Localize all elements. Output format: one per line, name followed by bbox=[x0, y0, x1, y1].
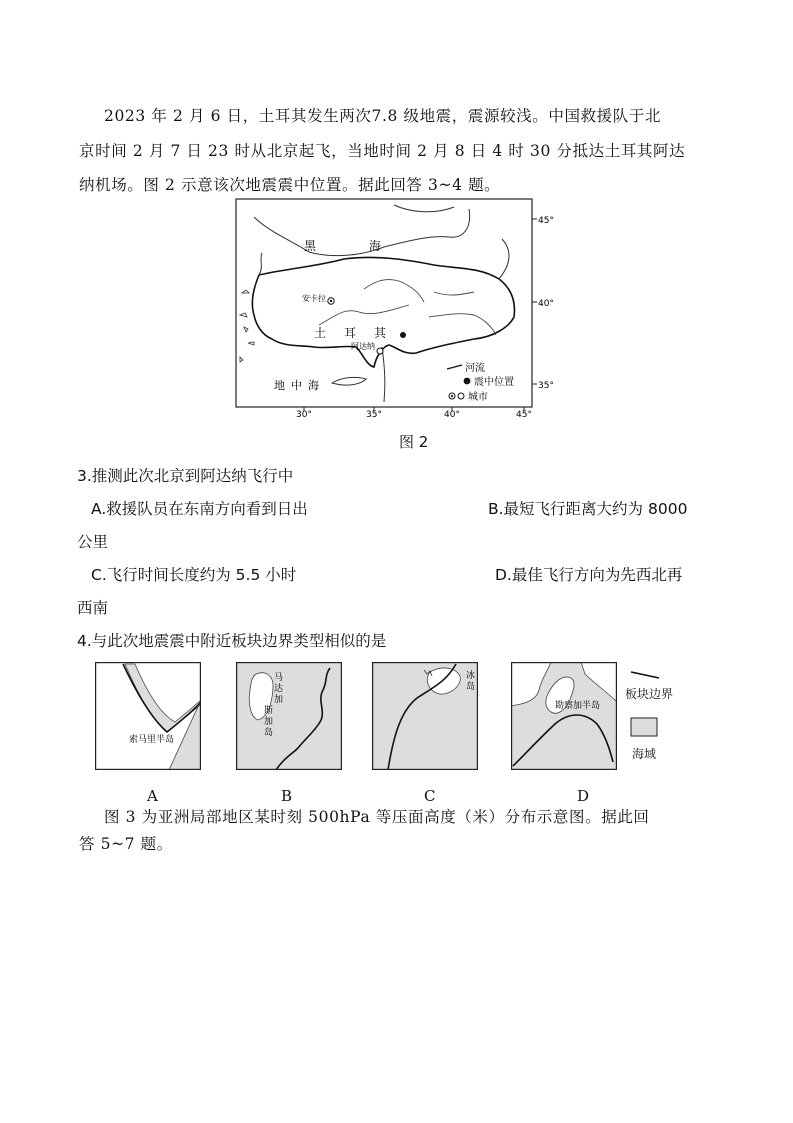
q4-stem: 4.与此次地震震中附近板块边界类型相似的是 bbox=[77, 632, 387, 650]
q4-panel-a[interactable] bbox=[95, 662, 201, 770]
city-ankara-label: 安卡拉 bbox=[302, 294, 326, 303]
city-adana-label: 阿达纳 bbox=[351, 342, 375, 351]
panel-b-label-5: 加 bbox=[264, 717, 274, 727]
passage1-line1: 2023 年 2 月 6 日，土耳其发生两次7.8 级地震，震源较浅。中国救援队于北 bbox=[104, 107, 662, 125]
panel-d-label: 勘察加半岛 bbox=[555, 701, 601, 711]
sea-med-char2: 中 bbox=[291, 379, 302, 392]
map-caption: 图 2 bbox=[399, 433, 429, 451]
lon-label-45: 45° bbox=[516, 410, 532, 419]
panel-c-label-2: 岛 bbox=[466, 682, 476, 692]
q4-panel-c[interactable] bbox=[372, 662, 478, 770]
panel-b-label-2: 达 bbox=[274, 684, 284, 694]
q3-option-a[interactable]: A.救援队员在东南方向看到日出 bbox=[91, 500, 308, 518]
q4-letter-a: A bbox=[147, 787, 158, 805]
lon-label-30: 30° bbox=[296, 410, 312, 419]
panel-b-label-6: 岛 bbox=[264, 728, 274, 738]
lon-label-40: 40° bbox=[444, 410, 460, 419]
legend-sea-label: 海域 bbox=[632, 747, 657, 761]
q4-letter-b: B bbox=[281, 787, 293, 805]
panel-b-label-1: 马 bbox=[274, 673, 284, 683]
country-char3: 其 bbox=[374, 326, 387, 340]
q3-option-b[interactable]: B.最短飞行距离大约为 8000 bbox=[488, 500, 688, 518]
panel-b-label-4: 斯 bbox=[264, 706, 274, 716]
q3-option-d-cont: 西南 bbox=[77, 599, 109, 617]
q4-letter-c: C bbox=[424, 787, 436, 805]
q3-stem: 3.推测此次北京到阿达纳飞行中 bbox=[77, 467, 294, 485]
country-char2: 耳 bbox=[344, 326, 357, 340]
passage1-line2: 京时间 2 月 7 日 23 时从北京起飞，当地时间 2 月 8 日 4 时 30 分抵达土耳其阿达 bbox=[79, 142, 686, 160]
sea-med-char3: 海 bbox=[308, 379, 319, 392]
passage2-line1: 图 3 为亚洲局部地区某时刻 500hPa 等压面高度（米）分布示意图。据此回 bbox=[104, 808, 650, 826]
earthquake-map bbox=[234, 197, 554, 419]
legend-river-label: 河流 bbox=[465, 363, 485, 374]
lat-label-40: 40° bbox=[538, 299, 554, 309]
q4-panel-d[interactable] bbox=[511, 662, 617, 770]
country-char1: 土 bbox=[314, 326, 327, 340]
legend-city-label: 城市 bbox=[468, 392, 488, 403]
lat-label-45: 45° bbox=[538, 216, 554, 226]
panel-c-label-1: 冰 bbox=[466, 671, 476, 681]
lon-label-35: 35° bbox=[366, 410, 382, 419]
sea-black-char1: 黑 bbox=[304, 239, 317, 253]
lat-label-35: 35° bbox=[538, 381, 554, 391]
sea-black-char2: 海 bbox=[369, 239, 382, 253]
legend-epicenter-label: 震中位置 bbox=[474, 377, 514, 388]
q3-option-c[interactable]: C.飞行时间长度约为 5.5 小时 bbox=[91, 566, 297, 584]
q3-option-d[interactable]: D.最佳飞行方向为先西北再 bbox=[495, 566, 683, 584]
q4-letter-d: D bbox=[577, 787, 590, 805]
panel-b-label-3: 加 bbox=[274, 695, 284, 705]
q3-option-b-cont: 公里 bbox=[77, 533, 109, 551]
q4-panel-b[interactable] bbox=[236, 662, 342, 770]
passage2-line2: 答 5~7 题。 bbox=[79, 835, 173, 853]
passage1-line3: 纳机场。图 2 示意该次地震震中位置。据此回答 3~4 题。 bbox=[79, 176, 501, 194]
panel-a-label: 索马里半岛 bbox=[129, 735, 175, 745]
sea-med-char1: 地 bbox=[274, 379, 285, 392]
legend-boundary-label: 板块边界 bbox=[625, 687, 674, 701]
